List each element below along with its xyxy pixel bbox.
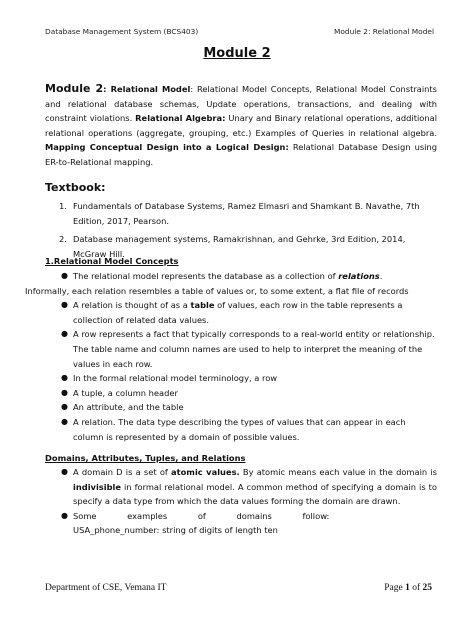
item-text: By atomic means each value in the domain is bbox=[239, 467, 437, 477]
item-text: of values, each row in the table represents a collection of related data values. bbox=[73, 300, 403, 325]
intro-colon: : bbox=[103, 84, 111, 94]
list-item bbox=[45, 298, 437, 327]
item-text: Fundamentals of Database Systems, Ramez Elmasri and Shamkant B. Navathe, 7th Edition, 2017, Pearson. bbox=[73, 201, 420, 226]
item-text: Database management systems, Ramakrishnan, and Gehrke, 3rd Edition, 2014, McGraw Hill. bbox=[73, 234, 406, 259]
item-bold: table bbox=[190, 300, 215, 311]
page-title: Module 2 bbox=[203, 46, 271, 61]
bullet-icon: ● bbox=[61, 373, 68, 383]
item-text: A relation is thought of as a bbox=[73, 300, 191, 311]
list-item bbox=[45, 327, 437, 371]
textbook-item bbox=[45, 199, 437, 228]
item-text: An attribute, and the table bbox=[73, 402, 184, 413]
item-text: A domain D is a set of bbox=[73, 467, 172, 477]
intro-lead: Module 2 bbox=[45, 82, 104, 95]
list-line: USA_phone_number: string of digits of length ten bbox=[73, 525, 278, 536]
item-text: Some examples of domains follow: bbox=[73, 510, 330, 521]
bullet-icon: ● bbox=[61, 416, 68, 426]
bullet-icon: ● bbox=[61, 510, 68, 520]
intro-text-1: : Relational Model Concepts, Relational Model Constraints and relational database schemas, Update operations, transactions, and dealing with constraint violations. bbox=[45, 84, 437, 124]
section-2-heading: Domains, Attributes, Tuples, and Relations bbox=[45, 453, 246, 463]
item-bold: indivisible bbox=[73, 481, 121, 492]
bullet-icon: ● bbox=[61, 387, 68, 397]
bullet-icon: ● bbox=[61, 467, 68, 476]
header-course: Database Management System (BCS403) bbox=[45, 27, 199, 36]
list-item bbox=[45, 386, 437, 401]
item-text: The relational model represents the database as a collection of bbox=[73, 271, 339, 281]
item-text: . bbox=[379, 271, 383, 281]
footer-department: Department of CSE, Vemana IT bbox=[45, 583, 167, 593]
page-current: 1 bbox=[405, 583, 410, 593]
item-text: In the formal relational model terminology, a row bbox=[73, 373, 278, 384]
textbook-list bbox=[45, 199, 437, 261]
page-total: 25 bbox=[422, 583, 432, 593]
intro-map: Mapping Conceptual Design into a Logical Design: bbox=[45, 142, 289, 153]
list-item bbox=[45, 509, 437, 524]
intro-text-2: Unary and Binary relational operations, additional relational operations (aggregate, grouping, etc.) Examples of Queries in relational algebra. bbox=[45, 113, 437, 138]
item-number: 1. bbox=[59, 201, 67, 211]
section-1-list bbox=[25, 269, 437, 444]
item-text: in formal relational model. A common method of specifying a domain is to specify a data type from which the data values forming the domain are drawn. bbox=[73, 481, 437, 507]
textbook-heading: Textbook: bbox=[45, 181, 106, 194]
page-of: of bbox=[409, 583, 423, 593]
bullet-icon: ● bbox=[61, 329, 68, 339]
section-1-heading: 1.Relational Model Concepts bbox=[45, 256, 179, 266]
list-line: Informally, each relation resembles a table of values or, to some extent, a flat file of records bbox=[25, 285, 409, 296]
footer-page-number bbox=[384, 583, 432, 593]
list-item bbox=[45, 465, 437, 509]
item-number: 2. bbox=[59, 234, 67, 245]
list-item bbox=[45, 371, 437, 386]
list-item bbox=[45, 269, 437, 284]
section-2-list bbox=[45, 465, 437, 538]
item-text: A row represents a fact that typically corresponds to a real-world entity or relationship. The table name and column names are used to help to interpret the meaning of the values in each row. bbox=[73, 329, 435, 369]
bullet-icon: ● bbox=[61, 402, 68, 412]
list-item bbox=[45, 400, 437, 415]
header-module: Module 2: Relational Model bbox=[334, 27, 434, 36]
page-label: Page bbox=[384, 583, 406, 593]
intro-text-3: Relational Database Design using ER-to-Relational mapping. bbox=[45, 142, 437, 167]
intro-paragraph bbox=[45, 82, 437, 170]
list-item bbox=[45, 415, 437, 444]
item-text: A relation. The data type describing the types of values that can appear in each column is represented by a domain of possible values. bbox=[73, 416, 406, 442]
item-text: A tuple, a column header bbox=[73, 387, 178, 398]
item-emphasis: relations bbox=[338, 271, 380, 281]
item-bold: atomic values. bbox=[171, 467, 240, 477]
intro-ra: Relational Algebra: bbox=[135, 113, 226, 124]
bullet-icon: ● bbox=[61, 300, 68, 310]
intro-rm: Relational Model bbox=[110, 84, 191, 94]
bullet-icon: ● bbox=[61, 271, 68, 280]
